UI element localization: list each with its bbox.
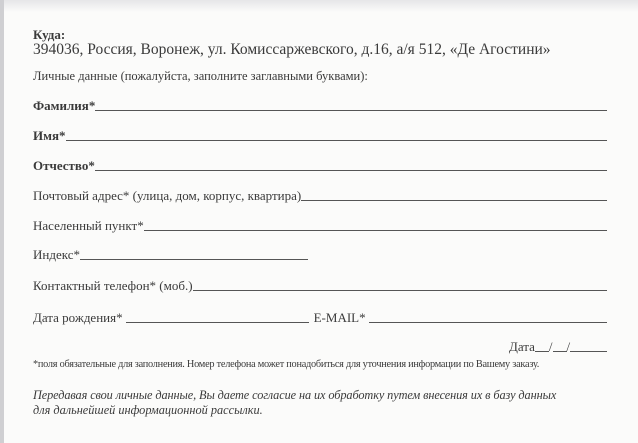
index-label: Индекс* [33, 247, 80, 262]
patronymic-label: Отчество* [33, 158, 95, 173]
scan-shadow [0, 0, 638, 12]
name-field[interactable] [66, 139, 608, 141]
email-field[interactable] [369, 321, 607, 323]
patronymic-row [33, 158, 607, 174]
name-label: Имя* [33, 128, 66, 143]
postal-row [33, 188, 607, 204]
name-row [33, 128, 607, 144]
scan-edge [0, 0, 4, 443]
consent-text-line1: Передавая свои личные данные, Вы даете согласие на их обработку путем внесения их в базу данных [33, 388, 557, 402]
intro-text: Личные данные (пожалуйста, заполните заглавными буквами): [33, 69, 368, 83]
to-label: Куда: [33, 27, 66, 42]
date-label: Дата [509, 339, 535, 354]
postal-label: Почтовый адрес* (улица, дом, корпус, квартира) [33, 188, 302, 203]
date-separator: / [566, 339, 571, 354]
phone-label: Контактный телефон* (моб.) [33, 278, 193, 293]
birth-label: Дата рождения* [33, 310, 123, 325]
city-field[interactable] [144, 229, 607, 231]
date-month-field[interactable] [553, 350, 567, 352]
postal-field[interactable] [301, 199, 607, 201]
date-year-field[interactable] [570, 350, 607, 352]
birth-field[interactable] [126, 321, 309, 323]
consent-text-line2: для дальнейшей информационной рассылки. [33, 403, 263, 417]
surname-row [33, 98, 607, 114]
birth-email-row [33, 310, 607, 326]
surname-label: Фамилия* [33, 98, 96, 113]
index-field[interactable] [80, 258, 308, 260]
phone-field[interactable] [193, 289, 607, 291]
email-label: E-MAIL* [313, 310, 366, 325]
date-separator: / [548, 339, 553, 354]
patronymic-field[interactable] [95, 169, 607, 171]
city-label: Населенный пункт* [33, 218, 144, 233]
phone-row [33, 278, 607, 294]
date-day-field[interactable] [535, 350, 549, 352]
surname-field[interactable] [95, 109, 607, 111]
city-row [33, 218, 607, 234]
footnote: *поля обязательные для заполнения. Номер телефона может понадобиться для уточнения информации по Вашему заказу. [33, 359, 540, 370]
date-row [509, 339, 607, 355]
recipient-address: 394036, Россия, Воронеж, ул. Комиссаржевского, д.16, а/я 512, «Де Агостини» [33, 41, 551, 58]
index-row [33, 247, 308, 263]
